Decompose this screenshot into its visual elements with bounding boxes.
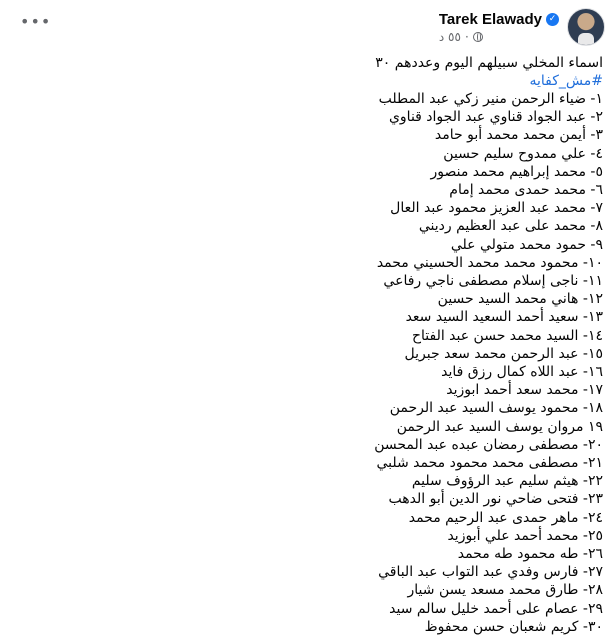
post-title: اسماء المخلي سبيلهم اليوم وعددهم ٣٠ [375, 55, 603, 71]
list-item: ١٣- سعيد أحمد السعيد السيد سعد [405, 309, 603, 326]
list-item: ١٥- عبد الرحمن محمد سعد جبريل [404, 345, 603, 362]
names-list [12, 90, 603, 636]
list-item: ٢٣- فتحى ضاحي نور الدين أبو الدهب [388, 491, 603, 508]
list-item: ١٨- محمود يوسف السيد عبد الرحمن [389, 400, 603, 417]
post-author [439, 8, 605, 46]
author-name[interactable]: Tarek Elawady [438, 10, 542, 28]
list-item: ٢٤- ماهر حمدى عبد الرحيم محمد [408, 509, 603, 526]
list-item: ١١- ناجى إسلام مصطفى ناجي رفاعي [383, 273, 603, 290]
list-item: ٢١- مصطفى محمد محمود محمد شلبي [376, 455, 603, 472]
verified-badge-icon: ✓ [546, 13, 559, 26]
list-item: ٣٠- كريم شعبان حسن محفوظ [424, 618, 603, 635]
list-item: ١٠- محمود محمد محمد الحسيني محمد [376, 254, 603, 271]
list-item: ١٢- هاني محمد السيد حسين [437, 291, 603, 308]
list-item: ٢٨- طارق محمد مسعد يسن شيار [407, 582, 603, 599]
post-hashtag[interactable]: #مش_كفايه [529, 73, 603, 89]
more-options-button[interactable]: ••• [20, 12, 52, 31]
list-item: ٣- أيمن محمد محمد أبو حامد [434, 127, 603, 144]
post-header [0, 8, 615, 48]
list-item: ١- ضياء الرحمن منير زكي عبد المطلب [378, 91, 603, 107]
post-time[interactable]: ٥٥ د [438, 29, 461, 44]
list-item: ٩- حمود محمد متولي علي [450, 236, 603, 253]
post-meta: ٥٥ د · [439, 30, 559, 44]
author-info [439, 11, 559, 44]
list-item: ١٩ مروان يوسف السيد عبد الرحمن [396, 418, 603, 435]
list-item: ٢٧- فارس وفدي عبد التواب عبد الباقي [378, 564, 603, 581]
list-item: ١٤- السيد محمد حسن عبد الفتاح [411, 327, 603, 344]
author-avatar[interactable] [567, 8, 605, 46]
post-content [12, 54, 603, 636]
list-item: ١٧- محمد سعد أحمد ابوزيد [446, 382, 603, 399]
list-item: ٧- محمد عبد العزيز محمود عبد العال [390, 200, 603, 217]
author-name-row [439, 11, 559, 28]
list-item: ٢- عبد الجواد قناوي عبد الجواد قناوي [388, 109, 603, 126]
list-item: ٢٠- مصطفى رمضان عبده عبد المحسن [374, 436, 603, 453]
list-item: ٨- محمد على عبد العظيم رديني [418, 218, 603, 235]
list-item: ٦- محمد حمدى محمد إمام [449, 182, 603, 199]
globe-icon [473, 32, 483, 42]
list-item: ٤- علي ممدوح سليم حسين [443, 145, 603, 162]
list-item: ١٦- عبد اللاه كمال رزق فايد [441, 364, 603, 381]
list-item: ٢٢- هيثم سليم عبد الرؤوف سليم [411, 473, 603, 490]
list-item: ٢٩- عصام على أحمد خليل سالم سيد [389, 600, 603, 617]
list-item: ٥- محمد إبراهيم محمد منصور [430, 163, 603, 180]
list-item: ٢٦- طه محمود طه محمد [457, 546, 603, 563]
list-item: ٢٥- محمد أحمد علي أبوزيد [447, 527, 603, 544]
